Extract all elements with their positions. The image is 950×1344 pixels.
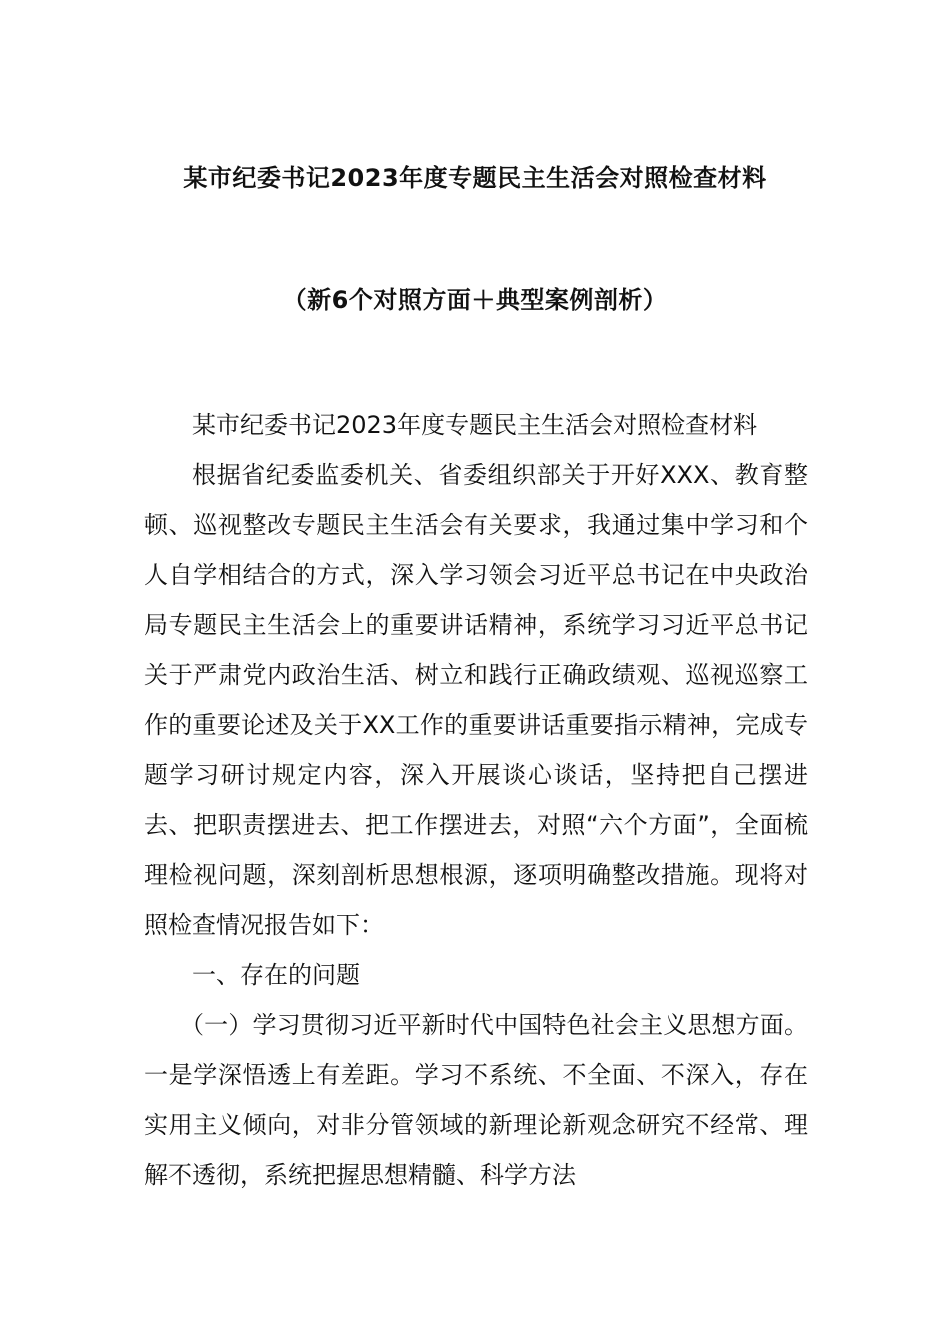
document-subtitle: （新6个对照方面＋典型案例剖析） <box>282 286 668 314</box>
body-paragraph-subsection-1: （一）学习贯彻习近平新时代中国特色社会主义思想方面。一是学深悟透上有差距。学习不系统、不全面、不深入，存在实用主义倾向，对非分管领域的新理论新观念研究不经常、理解不透彻，系统把握思想精髓、科学方法 <box>144 1011 808 1189</box>
document-body <box>144 400 808 1200</box>
document-title: 某市纪委书记2023年度专题民主生活会对照检查材料 <box>183 164 767 192</box>
section-heading-problems: 一、存在的问题 <box>192 961 360 989</box>
body-paragraph-intro: 根据省纪委监委机关、省委组织部关于开好XXX、教育整顿、巡视整改专题民主生活会有关要求，我通过集中学习和个人自学相结合的方式，深入学习领会习近平总书记在中央政治局专题民主生活会上的重要讲话精神，系统学习习近平总书记关于严肃党内政治生活、树立和践行正确政绩观、巡视巡察工作的重要论述及关于XX工作的重要讲话重要指示精神，完成专题学习研讨规定内容，深入开展谈心谈话，坚持把自己摆进去、把职责摆进去、把工作摆进去，对照“六个方面”，全面梳理检视问题，深刻剖析思想根源，逐项明确整改措施。现将对照检查情况报告如下： <box>144 461 808 939</box>
body-paragraph-heading-repeat: 某市纪委书记2023年度专题民主生活会对照检查材料 <box>192 411 758 439</box>
